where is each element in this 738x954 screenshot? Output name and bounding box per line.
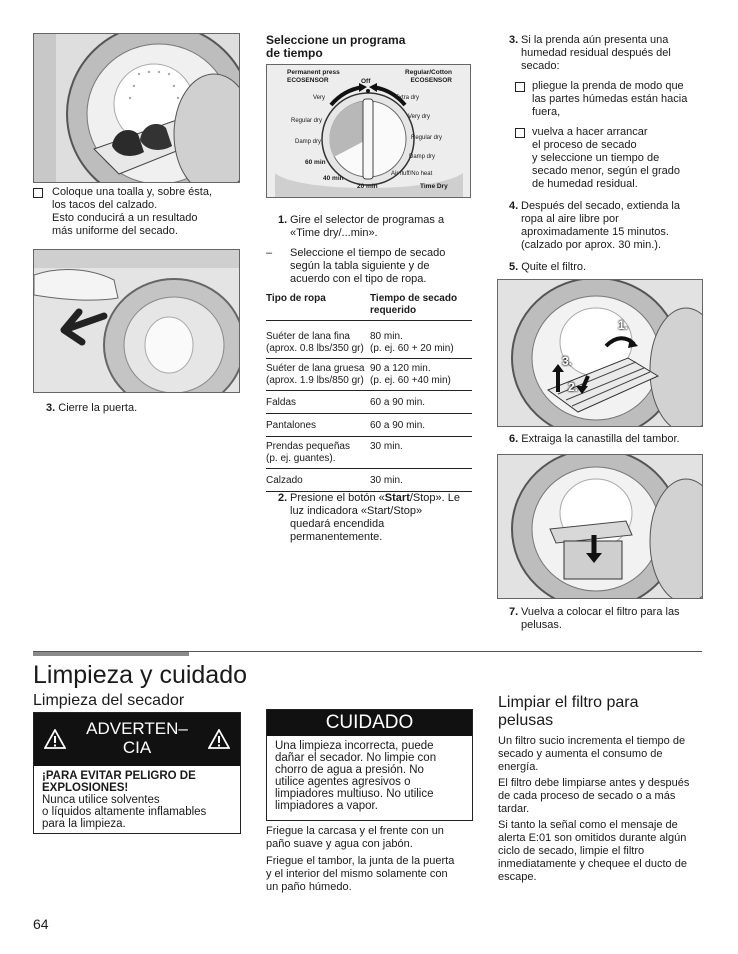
residual-moisture-step: 3. Si la prenda aún presenta una humedad residual después del secado: xyxy=(509,34,671,72)
filter-replace-image xyxy=(498,455,702,598)
cleaning-paragraph-2: Friegue el tambor, la junta de la puerta y el interior del mismo solamente con un paño húmedo. xyxy=(266,855,455,893)
dial-label-very: Very xyxy=(313,95,326,101)
table-row: Faldas 60 a 90 min. xyxy=(266,391,472,414)
callout-1: 1. xyxy=(618,318,629,332)
fold-garment-bullet: pliegue la prenda de modo que las partes húmedas están hacia fuera, xyxy=(532,80,712,119)
dryer-cleaning-subheading: Limpieza del secador xyxy=(33,692,185,709)
drying-time-table xyxy=(266,289,472,492)
air-dry-step: 4. Después del secado, extienda la ropa al aire libre por aproximadamente 15 minutos. (calzado por aprox. 30 min.). xyxy=(509,200,680,251)
dial-label-extra-dry: Extra dry xyxy=(395,95,420,101)
warning-box: ADVERTEN– CIA ¡PARA EVITAR PELIGRO DE EXPLOSIONES! Nunca utilice solventes o líquidos altamente inflamables para la limpieza. xyxy=(33,712,241,834)
towel-instruction: Coloque una toalla y, sobre ésta, los tacos del calzado. Esto conducirá a un resultado más uniforme del secado. xyxy=(52,186,242,238)
table-header-row: Tipo de ropa Tiempo de secado requerido xyxy=(266,289,472,321)
checkbox-bullet-icon xyxy=(515,82,525,92)
callout-3: 3. xyxy=(562,354,573,368)
close-door-illustration xyxy=(33,249,240,393)
table-row: Prendas pequeñas (p. ej. guantes). 30 min. xyxy=(266,437,472,469)
table-row: Calzado 30 min. xyxy=(266,469,472,492)
dryer-drum-with-shoes-image xyxy=(34,34,239,182)
warning-triangle-icon xyxy=(208,729,230,749)
warning-title-line: ADVERTEN– xyxy=(86,719,188,738)
select-time-instruction: – Seleccione el tiempo de secado según la tabla siguiente y de acuerdo con el tipo de ropa. xyxy=(266,247,446,285)
warning-triangle-icon xyxy=(44,729,66,749)
filter-paragraph-3: Si tanto la señal como el mensaje de alerta E:01 son omitidos durante algún ciclo de secado, limpie el filtro inmediatamente y chequee el ducto de escape. xyxy=(498,819,687,883)
shoe-rack-illustration xyxy=(33,33,240,183)
page-number: 64 xyxy=(33,916,49,932)
hand-closing-door-image xyxy=(34,250,239,392)
close-door-step: 3. Cierre la puerta. xyxy=(46,402,138,414)
extract-basket-step: 6. Extraiga la canastilla del tambor. xyxy=(509,433,680,445)
program-dial-illustration xyxy=(266,64,471,198)
drum-basket-image xyxy=(498,280,702,426)
dial-off-label: Off xyxy=(361,78,371,85)
section-title: Limpieza y cuidado xyxy=(33,661,248,689)
dial-right-header: Regular/Cotton ECOSENSOR xyxy=(405,69,452,84)
dial-label-time-dry: Time Dry xyxy=(420,183,448,190)
dial-label-very-dry: Very dry xyxy=(408,114,431,120)
dial-label-regular-dry-left: Regular dry xyxy=(291,118,323,124)
dial-label-40-min: 40 min xyxy=(323,175,344,182)
dial-label-regular-dry-right: Regular dry xyxy=(411,135,443,141)
replace-filter-step: 7. Vuelva a colocar el filtro para las pelusas. xyxy=(509,606,680,631)
dial-left-header: Permanent press ECOSENSOR xyxy=(287,69,340,84)
caution-box: CUIDADO Una limpieza incorrecta, puede dañar el secador. No limpie con chorro de agua a presión. No utilice agentes agresivos o limpiadores multiuso. No utilice limpiadores a vapor. xyxy=(266,709,473,821)
table-row: Pantalones 60 a 90 min. xyxy=(266,414,472,437)
filter-paragraph-1: Un filtro sucio incrementa el tiempo de secado y aumenta el consumo de energía. xyxy=(498,735,686,773)
remove-basket-illustration xyxy=(497,279,703,427)
dial-label-damp-dry-right: Damp dry xyxy=(409,154,436,160)
callout-2: 2. xyxy=(568,380,579,394)
caution-header: CUIDADO xyxy=(267,710,472,736)
checkbox-bullet-icon xyxy=(33,188,43,198)
dial-label-60-min: 60 min xyxy=(305,159,326,166)
replace-filter-illustration xyxy=(497,454,703,599)
step1-instruction: 1. Gire el selector de programas a «Time dry/...min». xyxy=(278,214,445,239)
step2-instruction: 2. Presione el botón «Start/Stop». Le luz indicadora «Start/Stop» quedará encendida permanentemente. xyxy=(278,492,461,543)
warning-header xyxy=(34,713,240,766)
dial-label-air-fluff: Air fluff/No heat xyxy=(391,171,433,177)
restart-drying-bullet: vuelva a hacer arrancar el proceso de secado y seleccione un tiempo de secado menor, según el grado de humedad residual. xyxy=(532,126,712,191)
table-row: Suéter de lana gruesa (aprox. 1.9 lbs/850 gr) 90 a 120 min. (p. ej. 60 +40 min) xyxy=(266,359,472,391)
cleaning-paragraph-1: Friegue la carcasa y el frente con un paño suave y agua con jabón. xyxy=(266,825,444,850)
warning-title-line: CIA xyxy=(122,738,152,757)
filter-paragraph-2: El filtro debe limpiarse antes y después de cada proceso de secado o a más tardar. xyxy=(498,777,690,815)
checkbox-bullet-icon xyxy=(515,128,525,138)
table-row: Suéter de lana fina (aprox. 0.8 lbs/350 gr) 80 min. (p. ej. 60 + 20 min) xyxy=(266,321,472,359)
filter-cleaning-subheading: Limpiar el filtro para pelusas xyxy=(498,694,639,729)
dial-label-damp-dry-left: Damp dry xyxy=(295,139,322,145)
dial-label-20-min: 20 min xyxy=(357,183,378,190)
section-rule-thin xyxy=(33,651,702,652)
remove-filter-step: 5. Quite el filtro. xyxy=(509,261,587,273)
timer-program-heading: Seleccione un programa de tiempo xyxy=(266,33,406,60)
